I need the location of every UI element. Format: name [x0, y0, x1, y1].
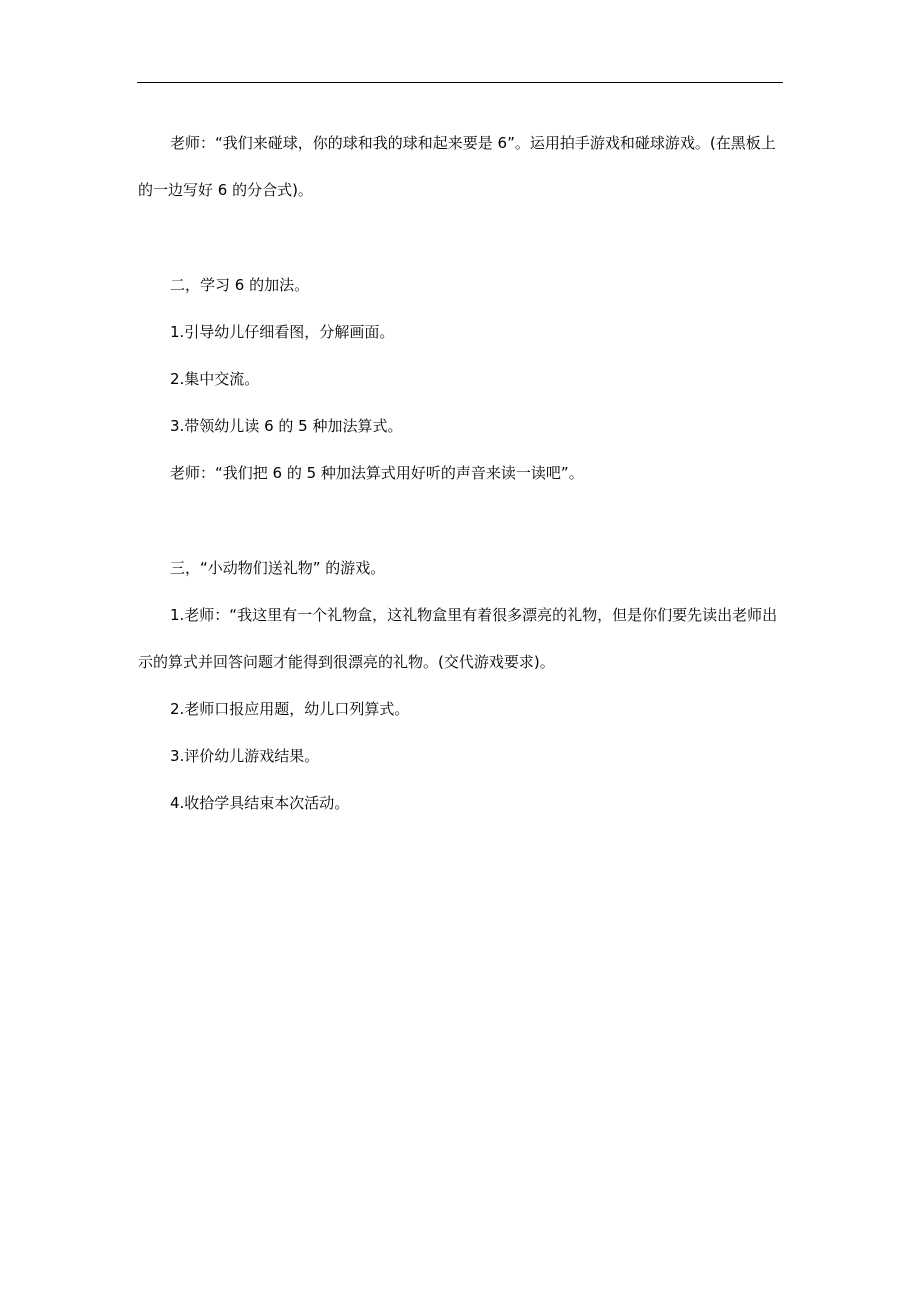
section-heading-3: 三，“小动物们送礼物” 的游戏。: [170, 559, 386, 577]
list-item: 3.带领幼儿读 6 的 5 种加法算式。: [170, 417, 403, 435]
list-item: 4.收拾学具结束本次活动。: [170, 794, 350, 812]
document-body: [138, 120, 784, 827]
list-item: 3.评价幼儿游戏结果。: [170, 747, 320, 765]
paragraph-teacher-quote: 老师：“我们把 6 的 5 种加法算式用好听的声音来读一读吧”。: [170, 464, 584, 482]
list-item: 1.老师：“我这里有一个礼物盒，这礼物盒里有着很多漂亮的礼物，但是你们要先读出老师出示的算式并回答问题才能得到很漂亮的礼物。(交代游戏要求)。: [138, 606, 778, 671]
list-item: 2.集中交流。: [170, 370, 260, 388]
section-gap: [138, 497, 784, 545]
list-item: 2.老师口报应用题，幼儿口列算式。: [170, 700, 410, 718]
section-heading-2: 二，学习 6 的加法。: [170, 276, 310, 294]
header-rule: [137, 82, 783, 83]
paragraph-intro-teacher-quote: 老师：“我们来碰球，你的球和我的球和起来要是 6”。运用拍手游戏和碰球游戏。(在黑板上的一边写好 6 的分合式)。: [138, 134, 776, 199]
list-item: 1.引导幼儿仔细看图，分解画面。: [170, 323, 395, 341]
section-gap: [138, 214, 784, 262]
